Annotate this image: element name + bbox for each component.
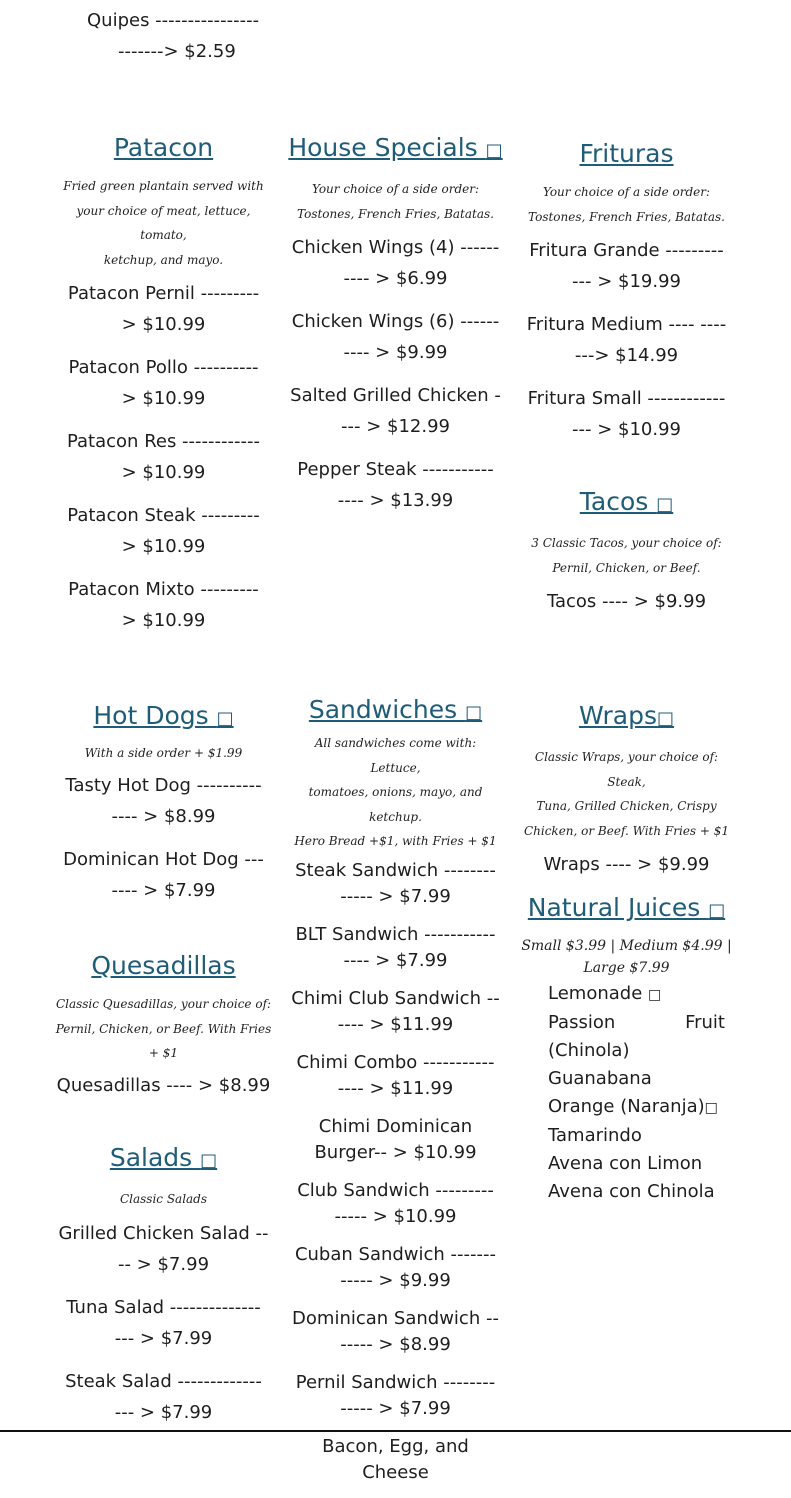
menu-item: Wraps ---- > $9.99 — [543, 854, 710, 875]
wraps-section — [520, 700, 733, 892]
hot-dogs-desc: With a side order + $1.99 — [84, 746, 243, 760]
menu-item-price: ----- > $10.99 — [334, 1205, 457, 1227]
sandwiches-desc: tomatoes, onions, mayo, and — [308, 785, 483, 799]
menu-item-price: ----- > $8.99 — [340, 1333, 451, 1355]
wraps-desc: Tuna, Grilled Chicken, Crispy — [536, 799, 717, 813]
menu-item — [520, 383, 733, 445]
menu-item-name: Patacon Steak --------- — [67, 505, 260, 526]
menu-item — [55, 574, 272, 636]
menu-item-name: BLT Sandwich ----------- — [295, 923, 496, 945]
menu-item — [288, 1050, 503, 1102]
quesadillas-desc: Pernil, Chicken, or Beef. With Fries — [55, 1021, 272, 1036]
menu-item-name: Fritura Medium ---- ---- — [526, 314, 727, 335]
natural-juices-heading[interactable] — [520, 892, 733, 927]
menu-item-price: ----- > $9.99 — [340, 1269, 451, 1291]
hot-dogs-title: Hot Dogs — [93, 701, 217, 730]
menu-item-price: ---- > $7.99 — [343, 949, 448, 971]
menu-item-price: ---- > $8.99 — [111, 805, 216, 827]
missing-glyph-icon: □ — [216, 708, 234, 729]
juice-item: (Chinola) — [548, 1040, 630, 1061]
menu-item-name: Club Sandwich --------- — [297, 1179, 494, 1201]
menu-item-name: Pepper Steak ----------- — [297, 459, 494, 480]
hot-dogs-heading[interactable] — [55, 700, 272, 735]
patacon-desc: your choice of meat, lettuce, tomato, — [76, 203, 251, 242]
house-specials-title: House Specials — [288, 133, 486, 162]
menu-item — [288, 986, 503, 1038]
menu-item — [288, 380, 503, 442]
menu-item-price: > $10.99 — [121, 462, 206, 483]
juice-item: Tamarindo — [548, 1125, 642, 1146]
missing-glyph-icon: □ — [656, 494, 674, 515]
menu-item — [288, 1434, 503, 1486]
menu-item-name: Bacon, Egg, and Cheese — [322, 1435, 469, 1483]
menu-item-price: > $10.99 — [121, 610, 206, 631]
sandwiches-section — [288, 694, 503, 1498]
tacos-desc: 3 Classic Tacos, your choice of: — [531, 536, 722, 550]
menu-item — [55, 844, 272, 906]
frituras-desc: Tostones, French Fries, Batatas. — [528, 209, 725, 224]
menu-item-name: Fritura Grande --------- — [529, 240, 724, 261]
quesadillas-section — [55, 950, 272, 1113]
menu-item — [55, 1218, 272, 1280]
menu-item — [288, 1370, 503, 1422]
menu-item-price: ---- > $13.99 — [337, 490, 454, 511]
menu-item-name: Tasty Hot Dog ---------- — [65, 774, 262, 796]
natural-juices-section — [520, 892, 733, 1206]
quesadillas-heading[interactable]: Quesadillas — [91, 951, 236, 980]
wraps-desc: Chicken, or Beef. With Fries + $1 — [523, 823, 730, 838]
menu-item-name: Chimi Club Sandwich -- — [291, 987, 500, 1009]
juice-name: Orange (Naranja) — [548, 1096, 705, 1117]
menu-item-price: > $10.99 — [121, 388, 206, 409]
menu-item — [288, 232, 503, 294]
menu-item — [288, 858, 503, 910]
menu-item-price: ---- > $11.99 — [337, 1077, 454, 1099]
salads-title: Salads — [109, 1143, 201, 1172]
menu-item-name: Patacon Mixto --------- — [68, 579, 259, 600]
menu-item-price: ----- > $7.99 — [340, 1397, 451, 1419]
menu-item-name: Steak Salad ------------- — [65, 1370, 262, 1392]
menu-item-price: > $10.99 — [121, 536, 206, 557]
menu-item — [288, 1306, 503, 1358]
menu-item-name: Dominican Sandwich -- — [292, 1307, 499, 1329]
menu-item-price: --- > $19.99 — [572, 271, 681, 292]
menu-item: Quesadillas ---- > $8.99 — [56, 1074, 271, 1096]
hot-dogs-section — [55, 700, 272, 918]
menu-item-name: Salted Grilled Chicken - — [290, 385, 501, 406]
menu-item-price: > $10.99 — [121, 314, 206, 335]
patacon-heading[interactable]: Patacon — [113, 133, 214, 162]
menu-item-price: ---- > $6.99 — [343, 268, 448, 289]
menu-item — [520, 309, 733, 371]
house-specials-heading[interactable] — [288, 132, 503, 167]
sandwiches-desc: Hero Bread +$1, with Fries + $1 — [294, 834, 497, 848]
house-specials-desc: Your choice of a side order: — [311, 182, 480, 196]
menu-item-name: Pernil Sandwich -------- — [295, 1371, 496, 1393]
menu-item-price: Burger-- > $10.99 — [314, 1141, 477, 1163]
menu-item — [55, 1292, 272, 1354]
menu-item-name: Patacon Pernil --------- — [67, 283, 260, 304]
juice-prices: Large $7.99 — [583, 960, 670, 976]
menu-item — [55, 500, 272, 562]
natural-juices-title: Natural Juices — [527, 893, 709, 922]
missing-glyph-icon: □ — [704, 1100, 718, 1116]
juice-name-word: Fruit — [685, 1012, 725, 1033]
menu-item-name: Chicken Wings (4) ------ — [291, 237, 500, 258]
menu-item-name: Patacon Pollo ---------- — [68, 357, 259, 378]
menu-item-name: Fritura Small ------------ — [527, 388, 726, 409]
missing-glyph-icon: □ — [465, 702, 483, 723]
wraps-title: Wraps — [578, 701, 658, 730]
frituras-heading[interactable]: Frituras — [579, 139, 674, 168]
menu-item-name: Tuna Salad -------------- — [66, 1296, 261, 1318]
tacos-title: Tacos — [579, 487, 657, 516]
menu-item-price: ---- > $7.99 — [111, 879, 216, 901]
menu-item-price: -- > $7.99 — [117, 1253, 210, 1275]
menu-item-price: ---- > $11.99 — [337, 1013, 454, 1035]
menu-item — [288, 1114, 503, 1166]
menu-item-name: Patacon Res ------------ — [66, 431, 261, 452]
menu-item — [55, 278, 272, 340]
juice-item — [548, 1093, 725, 1122]
juice-list — [548, 980, 725, 1206]
house-specials-section — [288, 132, 503, 528]
menu-item-price: --- > $7.99 — [114, 1327, 213, 1349]
menu-item-name: Dominican Hot Dog --- — [63, 848, 264, 870]
menu-item-name: Chimi Dominican — [318, 1115, 473, 1137]
missing-glyph-icon: □ — [708, 900, 726, 921]
menu-item — [288, 1178, 503, 1230]
juice-item: Guanabana — [548, 1068, 652, 1089]
menu-item — [520, 235, 733, 297]
tacos-desc: Pernil, Chicken, or Beef. — [552, 560, 701, 575]
missing-glyph-icon: □ — [648, 987, 662, 1003]
juice-name: Lemonade — [548, 983, 648, 1004]
patacon-desc: ketchup, and mayo. — [103, 252, 224, 267]
menu-item — [55, 1366, 272, 1428]
menu-item-name: Steak Sandwich -------- — [295, 859, 496, 881]
menu-item-price: ----- > $7.99 — [340, 885, 451, 907]
menu-item-price: --- > $7.99 — [114, 1401, 213, 1423]
menu-item: Tacos ---- > $9.99 — [546, 591, 707, 612]
tacos-heading[interactable] — [520, 486, 733, 521]
tacos-section — [520, 486, 733, 629]
salads-desc: Classic Salads — [119, 1192, 208, 1206]
menu-item — [55, 426, 272, 488]
menu-item — [288, 1242, 503, 1294]
wraps-desc: Classic Wraps, your choice of: Steak, — [534, 750, 719, 789]
juice-item — [548, 1009, 725, 1037]
bottom-divider — [0, 1430, 791, 1432]
wraps-heading[interactable] — [520, 700, 733, 735]
missing-glyph-icon: □ — [485, 140, 503, 161]
frituras-desc: Your choice of a side order: — [542, 185, 711, 199]
patacon-desc: Fried green plantain served with — [63, 179, 264, 193]
quipes-line-1: Quipes ---------------- — [87, 10, 260, 31]
menu-item — [55, 770, 272, 832]
missing-glyph-icon: □ — [200, 1150, 218, 1171]
quesadillas-desc: + $1 — [148, 1046, 179, 1060]
juice-name-word: Passion — [548, 1012, 616, 1033]
sandwiches-title: Sandwiches — [308, 695, 466, 724]
frituras-section — [520, 138, 733, 457]
menu-item-price: ---> $14.99 — [574, 345, 679, 366]
salads-heading[interactable] — [55, 1142, 272, 1177]
house-specials-desc: Tostones, French Fries, Batatas. — [297, 206, 494, 221]
menu-item-name: Chimi Combo ----------- — [296, 1051, 495, 1073]
sandwiches-desc: ketchup. — [369, 809, 422, 824]
salads-section — [55, 1142, 272, 1440]
sandwiches-heading[interactable] — [288, 694, 503, 729]
quesadillas-desc: Classic Quesadillas, your choice of: — [55, 997, 272, 1011]
patacon-section — [55, 132, 272, 648]
menu-item — [55, 352, 272, 414]
juice-item: Avena con Limon — [548, 1153, 703, 1174]
missing-glyph-icon: □ — [657, 708, 675, 729]
menu-item — [288, 922, 503, 974]
menu-item-name: Chicken Wings (6) ------ — [291, 311, 500, 332]
menu-item-price: --- > $10.99 — [572, 419, 681, 440]
menu-item-name: Cuban Sandwich ------- — [294, 1243, 497, 1265]
menu-item-price: --- > $12.99 — [341, 416, 450, 437]
juice-prices: Small $3.99 | Medium $4.99 | — [521, 938, 732, 954]
juice-item — [548, 980, 725, 1009]
menu-item-name: Grilled Chicken Salad -- — [58, 1222, 269, 1244]
sandwiches-desc: All sandwiches come with: Lettuce, — [314, 736, 477, 775]
quipes-line-2: -------> $2.59 — [118, 41, 236, 62]
juice-item: Avena con Chinola — [548, 1181, 715, 1202]
menu-item — [288, 306, 503, 368]
menu-item-price: ---- > $9.99 — [343, 342, 448, 363]
menu-item — [288, 454, 503, 516]
